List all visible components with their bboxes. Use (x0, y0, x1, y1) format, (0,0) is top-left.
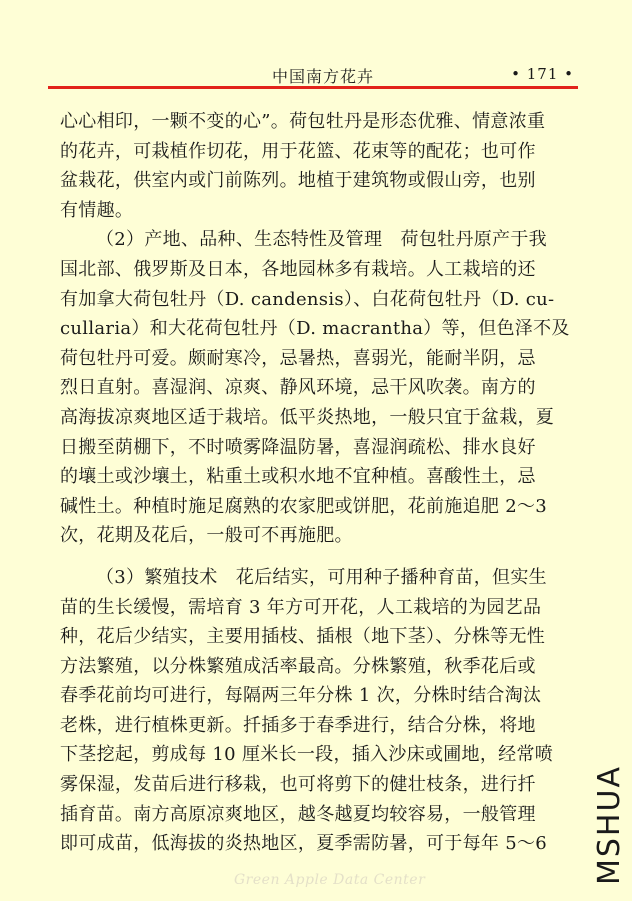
text-line: 烈日直射。喜湿润、凉爽、静风环境，忌干风吹袭。南方的 (60, 377, 536, 399)
text-line: 插育苗。南方高原凉爽地区，越冬越夏均较容易，一般管理 (60, 803, 536, 825)
text-line: 高海拔凉爽地区适于栽培。低平炎热地，一般只宜于盆栽，夏 (60, 406, 555, 428)
text-line: 荷包牡丹可爱。颇耐寒冷，忌暑热，喜弱光，能耐半阴，忌 (60, 347, 536, 369)
text-line: cullaria）和大花荷包牡丹（D. macrantha）等，但色泽不及 (60, 318, 570, 340)
footer-watermark: Green Apple Data Center (234, 872, 426, 888)
text-line: 方法繁殖，以分株繁殖成活率最高。分株繁殖，秋季花后或 (60, 655, 536, 677)
text-line: 有情趣。 (60, 199, 134, 221)
text-line: 盆栽花，供室内或门前陈列。地植于建筑物或假山旁，也别 (60, 170, 536, 192)
text-line: 老株，进行植株更新。扦插多于春季进行，结合分株，将地 (60, 714, 536, 736)
text-line: 碱性土。种植时施足腐熟的农家肥或饼肥，花前施追肥 2～3 (60, 495, 548, 517)
side-watermark: MSHUA (592, 765, 627, 885)
running-header-title: 中国南方花卉 (272, 67, 375, 86)
body-text (60, 107, 580, 859)
paragraph-propagation (60, 563, 580, 859)
text-line: 苗的生长缓慢，需培育 3 年方可开花，人工栽培的为园艺品 (60, 596, 542, 618)
text-line: 春季花前均可进行，每隔两三年分株 1 次，分株时结合淘汰 (60, 685, 542, 707)
text-line: 种，花后少结实，主要用插枝、插根（地下茎）、分株等无性 (60, 626, 546, 648)
text-line: 心心相印，一颗不变的心”。荷包牡丹是形态优雅、情意浓重 (60, 111, 546, 132)
header-rule (48, 86, 578, 89)
text-line: 有加拿大荷包牡丹（D. candensis）、白花荷包牡丹（D. cu- (60, 288, 555, 310)
text-line: 日搬至荫棚下，不时喷雾降温防暑，喜湿润疏松、排水良好 (60, 436, 536, 458)
text-line: 的壤土或沙壤土，粘重土或积水地不宜种植。喜酸性土，忌 (60, 466, 536, 488)
text-line: 的花卉，可栽植作切花，用于花篮、花束等的配花；也可作 (60, 140, 536, 162)
text-line: 国北部、俄罗斯及日本，各地园林多有栽培。人工栽培的还 (60, 258, 536, 280)
text-line: 下茎挖起，剪成每 10 厘米长一段，插入沙床或圃地，经常喷 (60, 744, 554, 766)
text-line: （3）繁殖技术 花后结实，可用种子播种育苗，但实生 (96, 566, 547, 588)
page-number: • 171 • (511, 65, 574, 83)
text-line: （2）产地、品种、生态特性及管理 荷包牡丹原产于我 (96, 229, 547, 251)
text-line: 雾保湿，发苗后进行移栽，也可将剪下的健壮枝条，进行扦 (60, 774, 536, 796)
paragraph-continuation (60, 107, 580, 225)
text-line: 即可成苗，低海拔的炎热地区，夏季需防暑，可于每年 5～6 (60, 833, 548, 855)
paragraph-origin-varieties (60, 225, 580, 551)
running-header (48, 62, 578, 88)
paragraph-gap (60, 551, 580, 563)
text-line: 次，花期及花后，一般可不再施肥。 (60, 525, 353, 547)
